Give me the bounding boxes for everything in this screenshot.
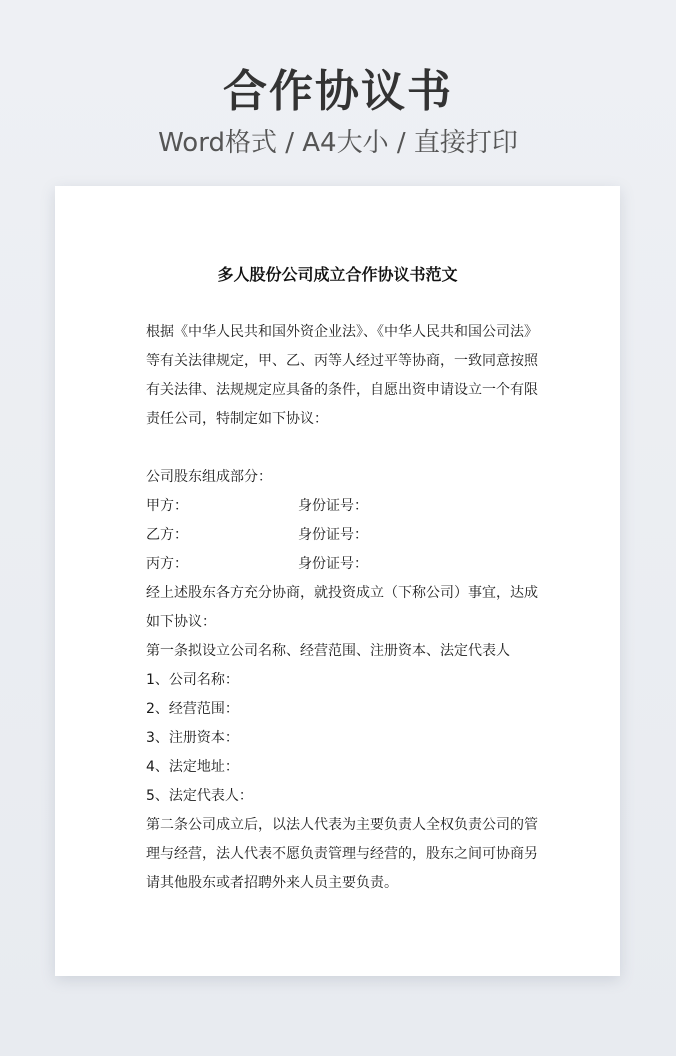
page-header bbox=[0, 60, 676, 160]
party-id-label: 身份证号： bbox=[298, 498, 368, 514]
article-1-heading: 第一条拟设立公司名称、经营范围、注册资本、法定代表人 bbox=[146, 643, 510, 659]
party-label: 甲方： bbox=[146, 498, 188, 514]
list-item: 4、法定地址： bbox=[146, 759, 239, 775]
list-item: 3、注册资本： bbox=[146, 730, 239, 746]
article-2-paragraph: 第二条公司成立后，以法人代表为主要负责人全权负责公司的管理与经营，法人代表不愿负责管理与经营的，股东之间可协商另请其他股东或者招聘外来人员主要负责。 bbox=[146, 817, 538, 891]
party-row bbox=[146, 550, 538, 579]
intro-paragraph: 根据《中华人民共和国外资企业法》、《中华人民共和国公司法》等有关法律规定，甲、乙、丙等人经过平等协商，一致同意按照有关法律、法规规定应具备的条件，自愿出资申请设立一个有限责任公司，特制定如下协议： bbox=[146, 324, 538, 427]
party-label: 丙方： bbox=[146, 556, 188, 572]
party-id-label: 身份证号： bbox=[298, 527, 368, 543]
document-body bbox=[146, 318, 538, 898]
list-item: 5、法定代表人： bbox=[146, 788, 253, 804]
page-title: 合作协议书 bbox=[223, 66, 453, 117]
party-id-label: 身份证号： bbox=[298, 556, 368, 572]
party-label: 乙方： bbox=[146, 527, 188, 543]
document-page bbox=[55, 186, 620, 976]
list-item: 1、公司名称： bbox=[146, 672, 239, 688]
consensus-paragraph: 经上述股东各方充分协商，就投资成立（下称公司）事宜，达成如下协议： bbox=[146, 585, 538, 630]
party-row bbox=[146, 521, 538, 550]
page-subtitle: Word格式 / A4大小 / 直接打印 bbox=[158, 128, 518, 158]
list-item: 2、经营范围： bbox=[146, 701, 239, 717]
paragraph-spacer bbox=[146, 434, 538, 463]
shareholders-heading: 公司股东组成部分： bbox=[146, 469, 272, 485]
document-title: 多人股份公司成立合作协议书范文 bbox=[217, 265, 458, 284]
party-row bbox=[146, 492, 538, 521]
